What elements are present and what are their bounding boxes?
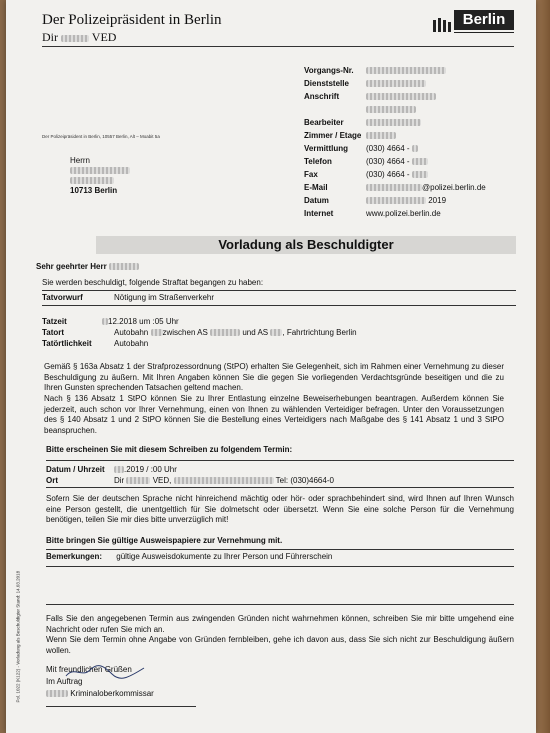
bear-bars-icon: [432, 16, 454, 32]
paragraph-interpreter: Sofern Sie der deutschen Sprache nicht hinreichend mächtig oder hör- oder sprachbehindert sind, wird Ihnen auf Ihren Wunsch eine Person gestellt, die unentgeltlich für Sie dolmetscht oder übersetzt. Wenn Sie eine solche Person für die Vernehmung benötigen, teilen Sie mir dies bitte unverzüglich mit!: [46, 494, 514, 524]
remarks: Bemerkungen: gültige Ausweisdokumente zu Ihrer Person und Führerschein: [46, 552, 333, 561]
paragraph-absence: Wenn Sie dem Termin ohne Angabe von Gründen fernbleiben, gehe ich davon aus, dass Sie sich nicht zur Beschuldigung äußern wollen.: [46, 635, 514, 655]
paragraph-rights-1: Gemäß § 163a Absatz 1 der Strafprozessordnung (StPO) erhalten Sie Gelegenheit, sich im Rahmen einer Vernehmung zu dieser Beschuldigung zu äußern. Mit Ihren Angaben können Sie die gegen Sie vorliegenden Verdachtsgründe beseitigen und die zu Ihren Gunsten sprechenden Tatsachen geltend machen.: [44, 362, 504, 392]
paragraph-reschedule: Falls Sie den angegebenen Termin aus zwingenden Gründen nicht wahrnehmen können, schreiben Sie mir bitte umgehend eine Nachricht oder rufen Sie mich an.: [46, 614, 514, 634]
signature-scribble-icon: [64, 664, 154, 680]
office-name: Der Polizeipräsident in Berlin: [42, 12, 222, 28]
appointment-heading: Bitte erscheinen Sie mit diesem Schreiben zu folgendem Termin:: [46, 445, 293, 454]
sender-line: Der Polizeipräsident in Berlin, 10557 Berlin, Alt – Moabit 5a: [42, 134, 160, 139]
case-info-block: Vorgangs-Nr. Dienststelle Anschrift Bearbeiter Zimmer / Etage Vermittlung (030) 4664 - Telefon (030) 4664 - Fax (030) 4664 - E-Mail @polizei.berlin.de Datum 2019 Internet www.polizei.berlin.de: [304, 66, 486, 218]
paragraph-rights-2: Nach § 136 Absatz 1 StPO können Sie zu Ihrer Entlastung einzelne Beweiserhebungen beantragen. Außerdem können Sie jederzeit, auch schon vor Ihrer Vernehmung, einen von Ihnen zu wählenden Verteidiger befragen. Unter den Voraussetzungen des § 140 Absatz 1 und 2 StPO können Sie die Bestellung eines Verteidigers nach Maßgabe des § 141 Absatz 1 und 3 StPO beanspruchen.: [44, 394, 504, 435]
wood-background: [536, 0, 550, 733]
form-side-text: Pol. 1022 (K122) - Vorladung als Beschuldigter Stand: 14.03.2018: [15, 570, 21, 703]
id-documents-heading: Bitte bringen Sie gültige Ausweispapiere zur Vernehmung mit.: [46, 536, 283, 545]
appointment-details: Datum / Uhrzeit .2019 / :00 Uhr Ort Dir VED, Tel: (030)4664-0: [46, 465, 334, 485]
department: Dir VED: [42, 30, 117, 44]
berlin-logo: [432, 10, 514, 34]
document-title: Vorladung als Beschuldigter: [96, 236, 516, 254]
greeting: Sehr geehrter Herr: [36, 262, 139, 271]
intro-text: Sie werden beschuldigt, folgende Straftat begangen zu haben:: [42, 278, 264, 287]
offense-details: Tatzeit 12.2018 um :05 Uhr Tatort Autobahn zwischen AS und AS , Fahrtrichtung Berlin Tatörtlichkeit Autobahn: [42, 317, 357, 348]
recipient-address: Herrn 10713 Berlin: [70, 156, 130, 196]
header-rule: [42, 46, 514, 47]
letter-page: [6, 0, 536, 733]
closing: Mit freundlichen Grüßen Im Auftrag Kriminaloberkommissar: [46, 665, 154, 698]
offense-block: Tatvorwurf Nötigung im Straßenverkehr: [42, 293, 215, 302]
logo-text: Berlin: [454, 10, 514, 30]
